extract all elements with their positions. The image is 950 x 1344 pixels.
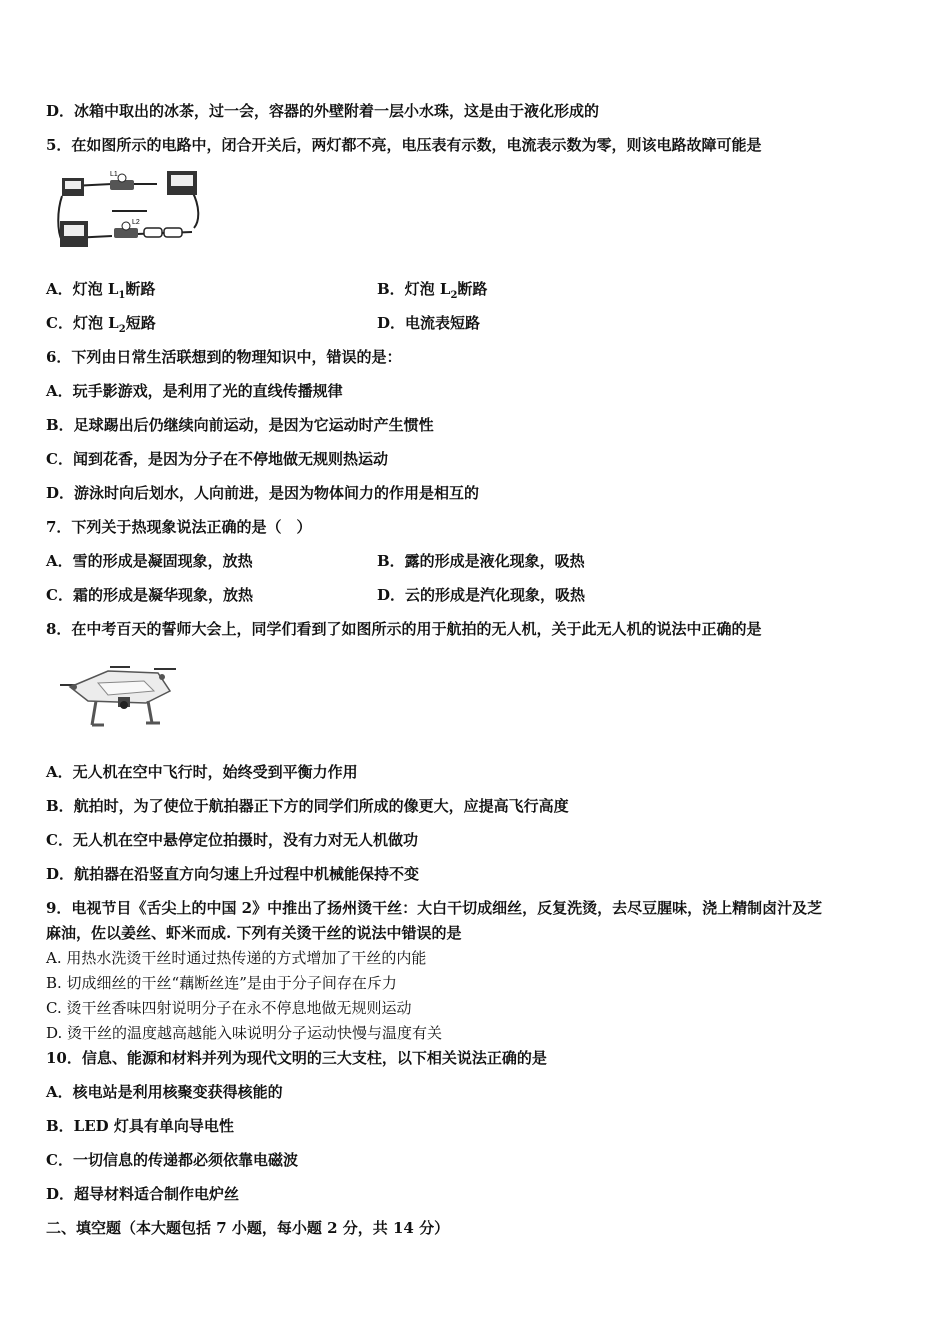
q7-option-d: D．云的形成是汽化现象，吸热 xyxy=(377,586,586,604)
ammeter-icon-2 xyxy=(60,221,88,247)
q8-option-c: C．无人机在空中悬停定位拍摄时，没有力对无人机做功 xyxy=(46,831,418,849)
q10-option-b: B．LED 灯具有单向导电性 xyxy=(46,1117,234,1135)
q6-option-d: D．游泳时向后划水，人向前进，是因为物体间力的作用是相互的 xyxy=(46,484,480,502)
q9-option-c: C. 烫干丝香味四射说明分子在永不停息地做无规则运动 xyxy=(46,999,412,1017)
circuit-figure xyxy=(52,166,202,256)
q8-option-a: A．无人机在空中飞行时，始终受到平衡力作用 xyxy=(46,763,358,781)
q6-option-c: C．闻到花香，是因为分子在不停地做无规则热运动 xyxy=(46,450,388,468)
figure-label-l1: L1 xyxy=(110,171,118,178)
q8-option-d: D．航拍器在沿竖直方向匀速上升过程中机械能保持不变 xyxy=(46,865,420,883)
q5-stem: 5．在如图所示的电路中，闭合开关后，两灯都不亮，电压表有示数，电流表示数为零，则该电路故障可能是 xyxy=(46,136,762,154)
ammeter-icon xyxy=(167,171,197,195)
figure-label-l2: L2 xyxy=(132,219,140,226)
q10-stem: 10．信息、能源和材料并列为现代文明的三大支柱，以下相关说法正确的是 xyxy=(46,1049,547,1067)
q6-stem: 6．下列由日常生活联想到的物理知识中，错误的是： xyxy=(46,348,402,366)
q5-option-a: A．灯泡 $L_1$断路 xyxy=(46,280,156,301)
q9-stem-line2: 麻油，佐以姜丝、虾米而成. 下列有关烫干丝的说法中错误的是 xyxy=(46,924,462,942)
q10-option-d: D．超导材料适合制作电炉丝 xyxy=(46,1185,240,1203)
q4-option-d: D．冰箱中取出的冰茶，过一会，容器的外壁附着一层小水珠，这是由于液化形成的 xyxy=(46,102,600,120)
q7-option-a: A．雪的形成是凝固现象，放热 xyxy=(46,552,253,570)
q7-option-b: B．露的形成是液化现象，吸热 xyxy=(377,552,585,570)
q8-option-b: B．航拍时，为了使位于航拍器正下方的同学们所成的像更大，应提高飞行高度 xyxy=(46,797,569,815)
q5-option-d: D．电流表短路 xyxy=(377,314,481,332)
q10-option-a: A．核电站是利用核聚变获得核能的 xyxy=(46,1083,283,1101)
q7-option-c: C．霜的形成是凝华现象，放热 xyxy=(46,586,253,604)
q6-option-b: B．足球踢出后仍继续向前运动，是因为它运动时产生惯性 xyxy=(46,416,434,434)
q9-stem-line1: 9．电视节目《舌尖上的中国 2》中推出了扬州烫干丝：大白干切成细丝，反复洗烫，去尽豆腥味，浇上精制卤汁及芝 xyxy=(46,899,823,917)
q5-option-c: C．灯泡 $L_2$短路 xyxy=(46,314,156,335)
q7-stem: 7．下列关于热现象说法正确的是（ ） xyxy=(46,518,312,536)
q9-option-b: B. 切成细丝的干丝“藕断丝连”是由于分子间存在斥力 xyxy=(46,974,397,992)
q5-option-b: B．灯泡 $L_2$断路 xyxy=(377,280,488,301)
voltmeter-icon xyxy=(62,178,84,196)
q9-option-a: A. 用热水洗烫干丝时通过热传递的方式增加了干丝的内能 xyxy=(46,949,427,967)
q6-option-a: A．玩手影游戏，是利用了光的直线传播规律 xyxy=(46,382,343,400)
q8-stem: 8．在中考百天的誓师大会上，同学们看到了如图所示的用于航拍的无人机，关于此无人机的说法中正确的是 xyxy=(46,620,762,638)
q9-option-d: D. 烫干丝的温度越高越能入味说明分子运动快慢与温度有关 xyxy=(46,1024,443,1042)
drone-image xyxy=(58,657,184,733)
q10-option-c: C．一切信息的传递都必须依靠电磁波 xyxy=(46,1151,298,1169)
section-2-title: 二、填空题（本大题包括 7 小题，每小题 2 分，共 14 分） xyxy=(46,1219,450,1237)
